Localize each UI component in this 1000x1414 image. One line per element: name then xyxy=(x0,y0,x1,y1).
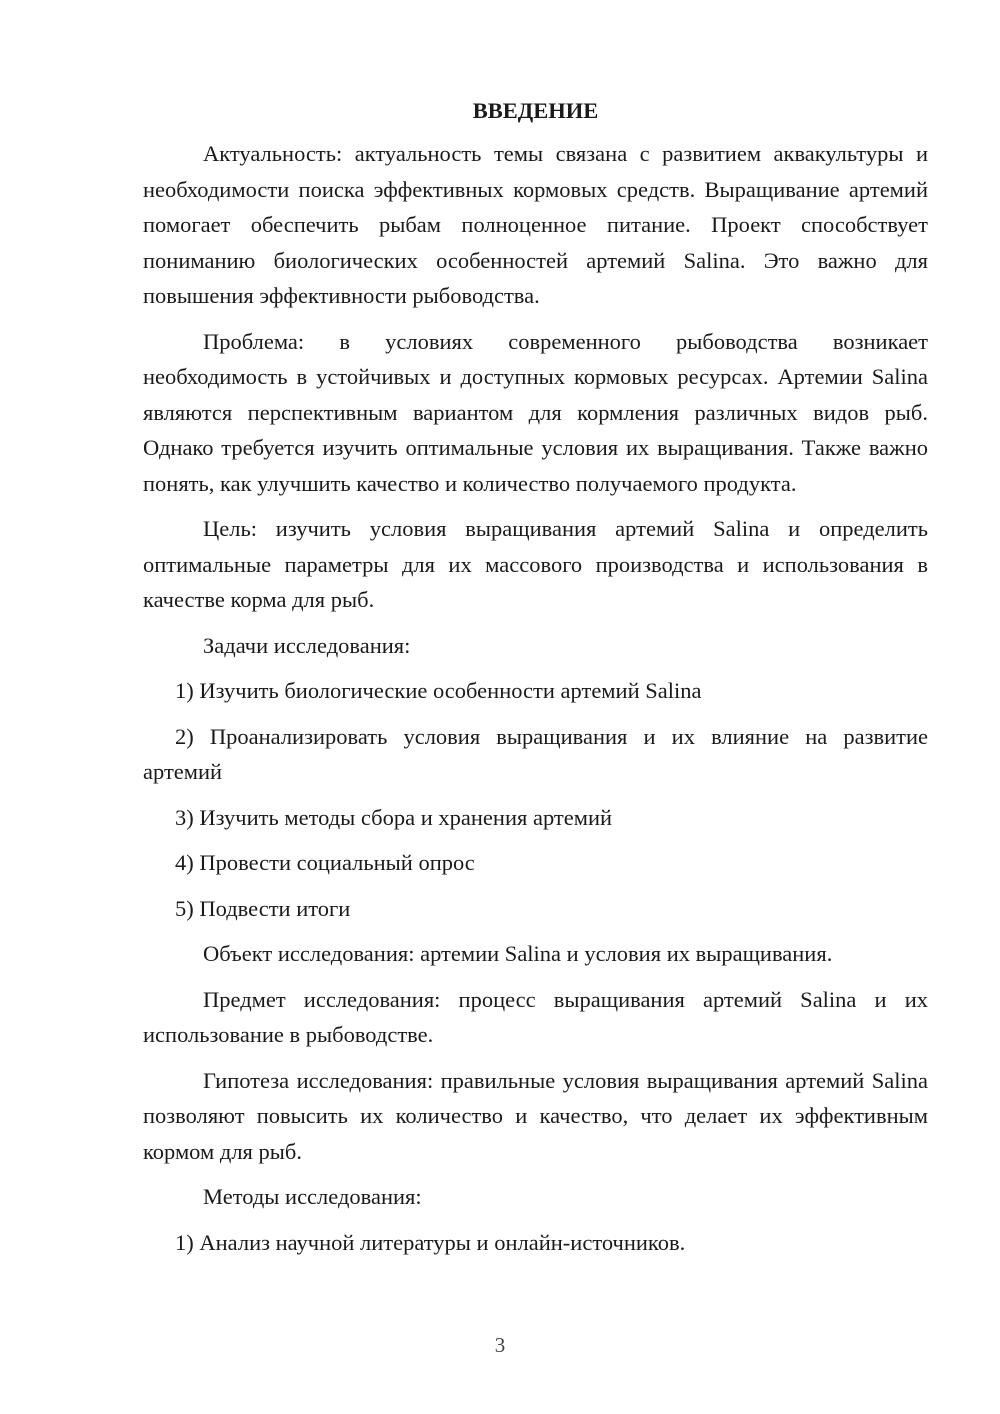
object-paragraph: Объект исследования: артемии Salina и условия их выращивания. xyxy=(203,941,833,966)
section-title: ВВЕДЕНИЕ xyxy=(472,98,599,123)
subject-paragraph: Предмет исследования: процесс выращивания артемий Salina и их использование в рыбоводстве. xyxy=(143,986,928,1047)
method-item: 1) Анализ научной литературы и онлайн-источников. xyxy=(175,1229,686,1255)
document-page xyxy=(143,94,928,1270)
task-item: 2) Проанализировать условия выращивания и их влияние на развитие артемий xyxy=(143,723,928,784)
page-number: 3 xyxy=(494,1333,506,1357)
task-item: 5) Подвести итоги xyxy=(175,895,351,921)
task-item: 4) Провести социальный опрос xyxy=(175,850,475,875)
goal-paragraph: Цель: изучить условия выращивания артемий Salina и определить оптимальные параметры для их массового производства и использования в качестве корма для рыб. xyxy=(143,516,928,612)
task-item: 3) Изучить методы сбора и хранения артемий xyxy=(175,804,613,830)
relevance-paragraph: Актуальность: актуальность темы связана с развитием аквакультуры и необходимости поиска эффективных кормовых средств. Выращивание артемий помогает обеспечить рыбам полноценное питание. Проект способствует пониманию биологических особенностей артемий Salina. Это важно для повышения эффективности рыбоводства. xyxy=(143,141,928,308)
problem-paragraph: Проблема: в условиях современного рыбоводства возникает необходимость в устойчивых и доступных кормовых ресурсах. Артемии Salina являются перспективным вариантом для кормления различных видов рыб. Однако требуется изучить оптимальные условия их выращивания. Также важно понять, как улучшить качество и количество получаемого продукта. xyxy=(143,328,928,496)
hypothesis-paragraph: Гипотеза исследования: правильные условия выращивания артемий Salina позволяют повысить их количество и качество, что делает их эффективным кормом для рыб. xyxy=(143,1067,928,1164)
task-item: 1) Изучить биологические особенности артемий Salina xyxy=(175,678,702,703)
methods-heading: Методы исследования: xyxy=(203,1184,422,1209)
tasks-heading: Задачи исследования: xyxy=(203,632,411,658)
